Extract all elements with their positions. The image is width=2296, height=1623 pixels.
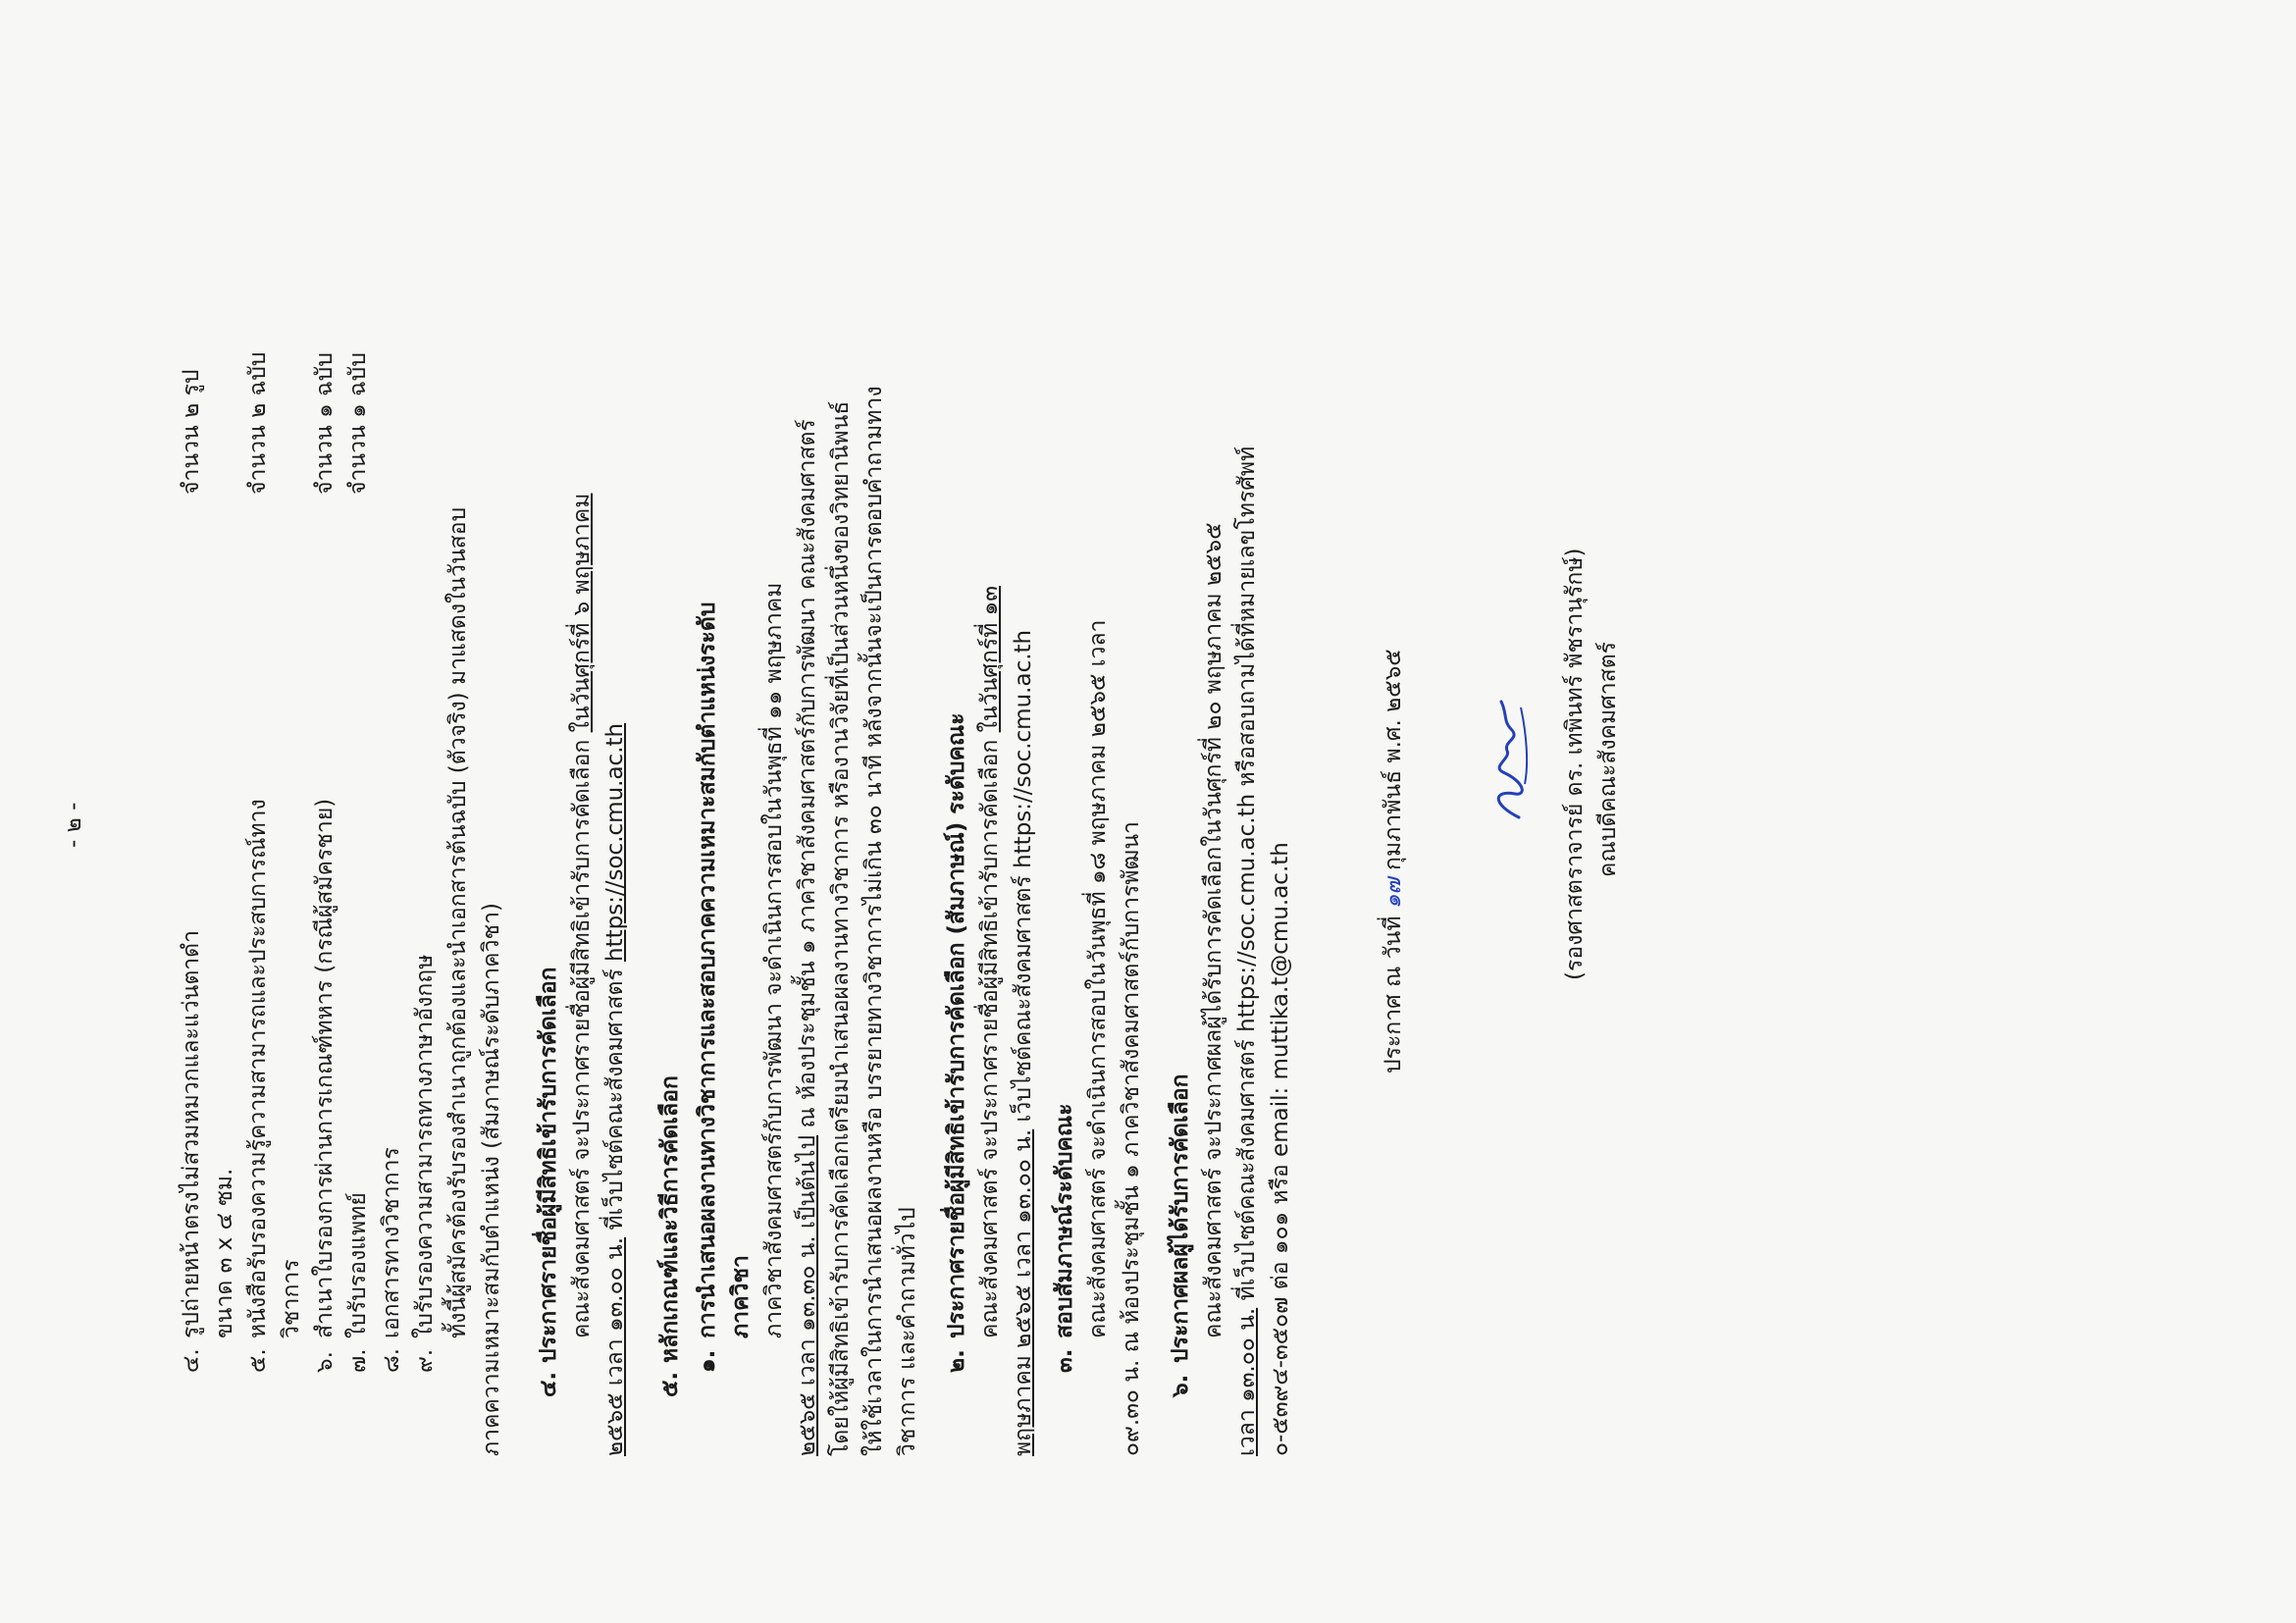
section-heading: ประกาศรายชื่อผู้มีสิทธิเข้ารับการคัดเลือก	[536, 967, 561, 1363]
signature	[1482, 696, 1537, 823]
list-item: ขนาด ๓ x ๔ ซม.	[212, 1168, 237, 1338]
signatory-title: คณบดีคณะสังคมศาสตร์	[1595, 642, 1621, 877]
subsection-heading: ภาควิชา	[728, 1255, 754, 1338]
section-heading: ประกาศผลผู้ได้รับการคัดเลือก	[1168, 1073, 1193, 1363]
paragraph: ๒๕๖๕ เวลา ๑๓.๓๐ น. เป็นต้นไป ณ ห้องประชุมชั้น ๑ ภาควิชาสังคมศาสตร์กับการพัฒนา คณะสังคมศาสตร์	[795, 419, 820, 1456]
subsection-number: ๑.	[695, 1349, 720, 1373]
subsection-number: ๒.	[944, 1349, 969, 1373]
list-number: ๙.	[412, 1348, 438, 1373]
paragraph: คณะสังคมศาสตร์ จะประกาศรายชื่อผู้มีสิทธิเข้ารับการคัดเลือก ในวันศุกร์ที่ ๖ พฤษภาคม	[569, 493, 595, 1338]
list-item: หนังสือรับรองความรู้ความสามารถและประสบการณ์ทาง	[245, 799, 271, 1338]
section-number: ๖.	[1168, 1374, 1193, 1397]
quantity: จำนวน ๒ รูป	[179, 369, 204, 495]
quantity: จำนวน ๒ ฉบับ	[245, 351, 271, 495]
paragraph: ๒๕๖๕ เวลา ๑๓.๐๐ น. ที่เว็บไซต์คณะสังคมศาสตร์ https://soc.cmu.ac.th	[602, 722, 628, 1456]
section-heading: หลักเกณฑ์และวิธีการคัดเลือก	[657, 1075, 683, 1363]
announcement-date: ประกาศ ณ วันที่ ๑๗ กุมภาพันธ์ พ.ศ. ๒๕๖๕	[1381, 649, 1406, 1073]
list-item: สำเนาใบรองการผ่านการเกณฑ์ทหาร (กรณีผู้สมัครชาย)	[312, 798, 338, 1338]
paragraph: คณะสังคมศาสตร์ จะประกาศรายชื่อผู้มีสิทธิเข้ารับการคัดเลือก ในวันศุกร์ที่ ๑๓	[977, 586, 1003, 1338]
quantity: จำนวน ๑ ฉบับ	[312, 352, 338, 495]
section-heading: ภาคความเหมาะสมกับตำแหน่ง (สัมภาษณ์ระดับภาควิชา)	[479, 903, 504, 1456]
section-number: ๔.	[536, 1371, 561, 1397]
list-number: ๗.	[345, 1348, 371, 1373]
paragraph: โดยให้ผู้มีสิทธิเข้ารับการคัดเลือกเตรียมนำเสนอผลงานทางวิชาการ หรืองานวิจัยที่เป็นส่วนหนึ่งของวิทยานิพนธ์	[828, 400, 854, 1456]
quantity: จำนวน ๑ ฉบับ	[345, 352, 371, 495]
subsection-heading: ประกาศรายชื่อผู้มีสิทธิเข้ารับการคัดเลือก (สัมภาษณ์) ระดับคณะ	[944, 712, 969, 1338]
paragraph: ทั้งนี้ผู้สมัครต้องรับรองสำเนาถูกต้องและนำเอกสารต้นฉบับ (ตัวจริง) มาแสดงในวันสอบ	[445, 506, 471, 1338]
list-item: เอกสารทางวิชาการ	[379, 1147, 404, 1338]
paragraph: ๐๙.๓๐ น. ณ ห้องประชุมชั้น ๑ ภาควิชาสังคมศาสตร์กับการพัฒนา	[1119, 821, 1144, 1456]
paragraph: ภาควิชาสังคมศาสตร์กับการพัฒนา จะดำเนินการสอบในวันพุธที่ ๑๑ พฤษภาคม	[761, 582, 787, 1338]
list-item: รูปถ่ายหน้าตรงไม่สวมหมวกและแว่นตาดำ	[179, 929, 204, 1338]
signatory-name: (รองศาสตราจารย์ ดร. เทพินทร์ พัชรานุรักษ์)	[1562, 548, 1588, 980]
list-number: ๔.	[179, 1348, 204, 1373]
handwritten-day: ๑๗	[1381, 877, 1406, 910]
paragraph: พฤษภาคม ๒๕๖๕ เวลา ๑๓.๐๐ น. เว็บไซต์คณะสังคมศาสตร์ https://soc.cmu.ac.th	[1011, 629, 1036, 1456]
subsection-number: ๓.	[1052, 1348, 1077, 1373]
paragraph: ๐-๕๓๙๔-๓๕๐๗ ต่อ ๑๐๑ หรือ email: muttika.t@cmu.ac.th	[1268, 842, 1293, 1456]
section-number: ๕.	[657, 1371, 683, 1397]
page-number: - ๒ -	[61, 802, 86, 848]
list-item: ใบรับรองความสามารถทางภาษาอังกฤษ	[412, 954, 438, 1338]
list-number: ๕.	[245, 1348, 271, 1373]
paragraph: คณะสังคมศาสตร์ จะประกาศผลผู้ได้รับการคัดเลือกในวันศุกร์ที่ ๒๐ พฤษภาคม ๒๕๖๕	[1201, 522, 1226, 1338]
paragraph: ให้ใช้เวลาในการนำเสนอผลงานหรือ บรรยายทางวิชาการไม่เกิน ๓๐ นาที หลังจากนั้นจะเป็นการตอบคำถามทาง	[861, 386, 887, 1456]
paragraph: เวลา ๑๓.๐๐ น. ที่เว็บไซต์คณะสังคมศาสตร์ https://soc.cmu.ac.th หรือสอบถามได้ที่หมายเลขโทรศัพท์	[1234, 445, 1260, 1456]
paragraph: วิชาการ และคำถามทั่วไป	[895, 1207, 920, 1456]
list-number: ๖.	[312, 1351, 338, 1373]
list-item: วิชาการ	[279, 1259, 304, 1338]
list-item: ใบรับรองแพทย์	[345, 1192, 371, 1338]
subsection-heading: การนำเสนอผลงานทางวิชาการและสอบภาคความเหมาะสมกับตำแหน่งระดับ	[695, 602, 720, 1338]
list-number: ๘.	[379, 1347, 404, 1373]
subsection-heading: สอบสัมภาษณ์ระดับคณะ	[1052, 1103, 1077, 1338]
paragraph: คณะสังคมศาสตร์ จะดำเนินการสอบในวันพุธที่ ๑๘ พฤษภาคม ๒๕๖๕ เวลา	[1085, 619, 1111, 1338]
